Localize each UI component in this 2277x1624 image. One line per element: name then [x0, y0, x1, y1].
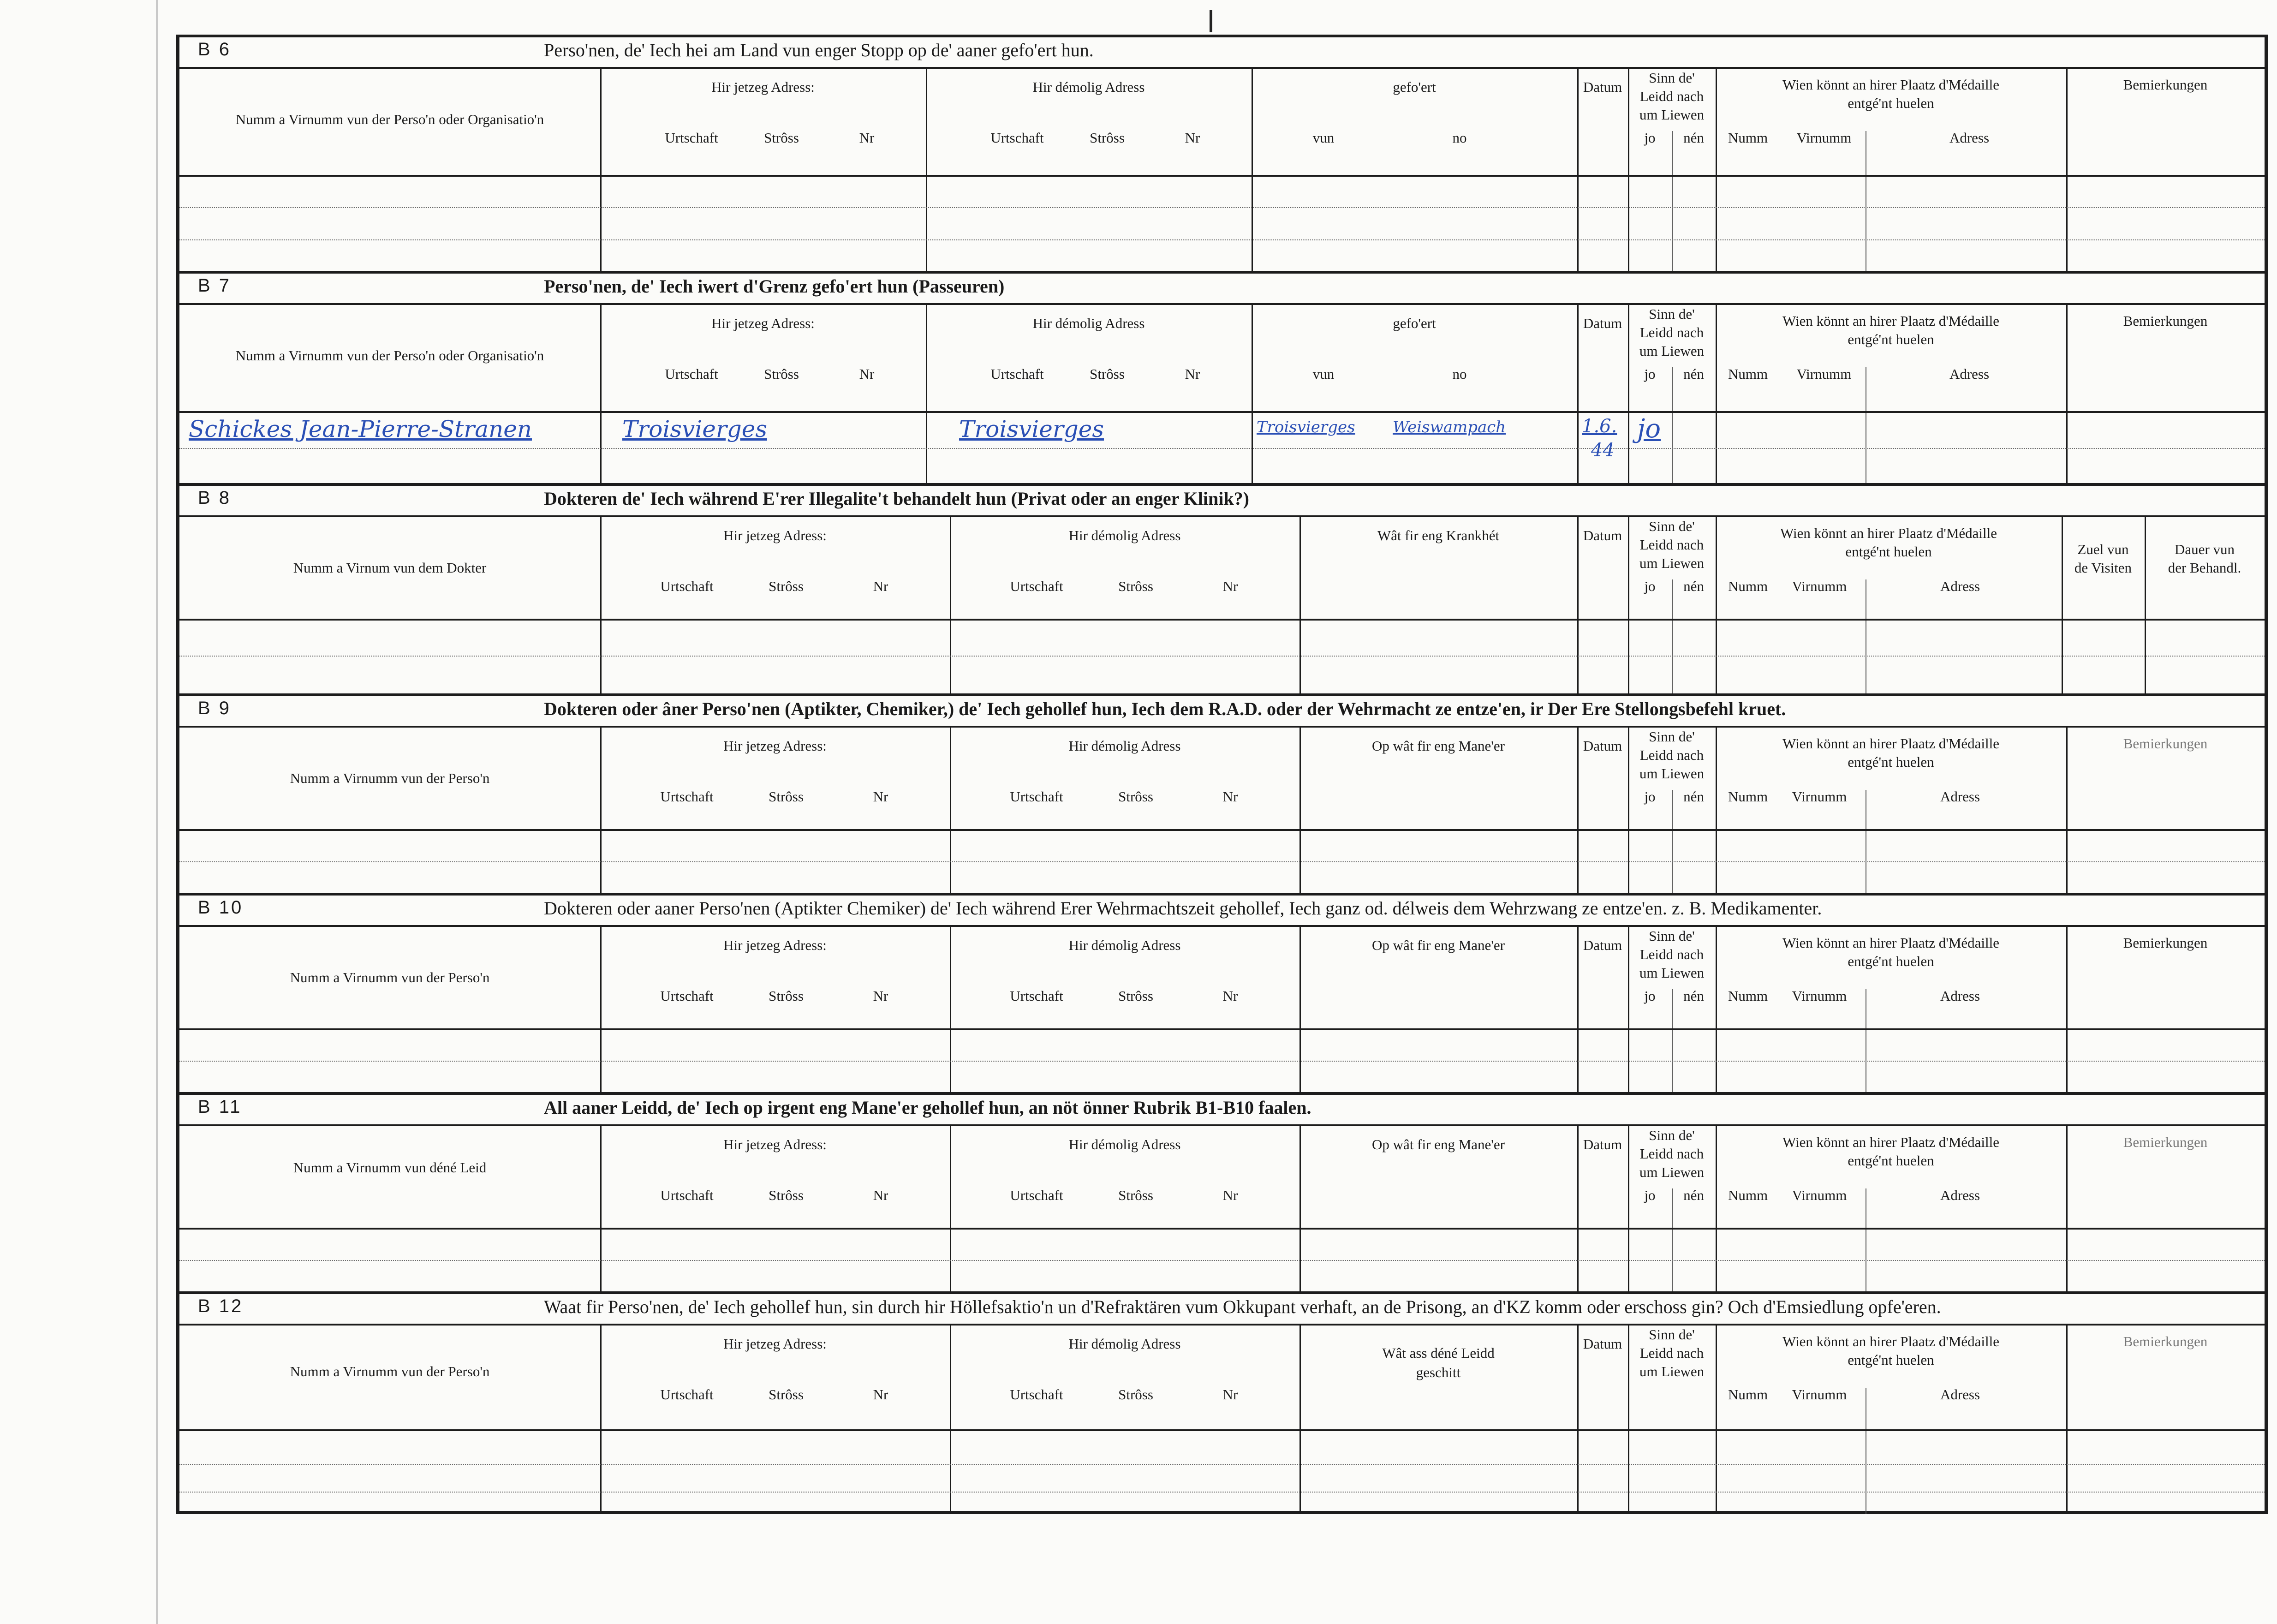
section-grid — [179, 1124, 2265, 1294]
col-header-sinn-line-3: um Liewen — [1639, 965, 1705, 981]
col-header-jo: jo — [1644, 130, 1656, 146]
handwritten-hir-demolig: Troisvierges — [959, 416, 1104, 442]
section-header — [179, 274, 2265, 303]
col-header-stross: Strôss — [764, 366, 799, 382]
col-header-no: no — [1452, 366, 1467, 382]
col-header-hir-jetzeg: Hir jetzeg Adress: — [723, 1336, 827, 1352]
col-header-dauer-line-2: der Behandl. — [2168, 560, 2241, 576]
section-grid — [179, 1324, 2265, 1514]
col-header-nr: Nr — [873, 788, 888, 805]
col-header-nr: Nr — [859, 366, 875, 382]
col-header-stross: Strôss — [1118, 1187, 1153, 1203]
col-header-nen: nén — [1683, 1187, 1704, 1203]
section-code: B 6 — [198, 39, 232, 60]
col-header-sinn-line-1: Sinn de' — [1649, 1127, 1695, 1143]
col-header-numm-short: Numm — [1728, 130, 1768, 146]
col-header-wien-line-1: Wien könnt an hirer Plaatz d'Médaille — [1782, 1333, 2000, 1349]
section-grid — [179, 67, 2265, 274]
col-header-stross: Strôss — [769, 1386, 804, 1403]
col-header-adress: Adress — [1940, 788, 1980, 805]
col-header-urtschaft: Urtschaft — [1010, 988, 1063, 1004]
col-header-datum: Datum — [1583, 1336, 1622, 1352]
section-b6 — [179, 35, 2265, 271]
col-header-wien-line-2: entgé'nt huelen — [1848, 95, 1934, 111]
col-header-vun: vun — [1312, 366, 1335, 382]
col-header-nr: Nr — [1222, 1386, 1238, 1403]
section-grid — [179, 925, 2265, 1095]
col-header-stross: Strôss — [769, 578, 804, 594]
col-header-wien-line-2: entgé'nt huelen — [1848, 1352, 1934, 1368]
col-header-bemierkungen: Bemierkungen — [2123, 1333, 2208, 1349]
col-header-wien-line-1: Wien könnt an hirer Plaatz d'Médaille — [1780, 525, 1997, 541]
col-header-hir-jetzeg: Hir jetzeg Adress: — [711, 79, 815, 95]
section-title: Dokteren oder aaner Perso'nen (Aptikter Chemiker) de' Iech während Erer Wehrmachtszeit gehollef, Iech ganz od. délweis dem Wehrzwang ze entze'en. z. B. Medikamenter. — [544, 898, 1822, 919]
col-header-sinn-line-1: Sinn de' — [1649, 306, 1695, 322]
section-header — [179, 1095, 2265, 1124]
col-header-datum: Datum — [1583, 315, 1622, 331]
col-header-adress: Adress — [1940, 1386, 1980, 1403]
col-header-nr: Nr — [873, 1386, 888, 1403]
refractaire-form — [176, 35, 2268, 1514]
section-title: Waat fir Perso'nen, de' Iech gehollef hun, sin durch hir Höllefsaktio'n un d'Refraktären vum Okkupant verhaft, an de Prisong, an d'KZ komm oder erschoss gin? Och d'Emsiedlung opfe'eren. — [544, 1296, 1941, 1317]
col-header-nr: Nr — [859, 130, 875, 146]
col-header-nr: Nr — [1222, 988, 1238, 1004]
handwritten-name: Schickes Jean-Pierre-Stranen — [189, 416, 532, 442]
col-header-stross: Strôss — [769, 1187, 804, 1203]
section-header — [179, 37, 2265, 67]
col-header-nen: nén — [1683, 366, 1704, 382]
col-header-urtschaft: Urtschaft — [1010, 1386, 1063, 1403]
col-header-sinn-line-3: um Liewen — [1639, 765, 1705, 782]
col-header-maneer: Op wât fir eng Mane'er — [1372, 937, 1505, 953]
col-header-sinn-line-1: Sinn de' — [1649, 518, 1695, 534]
col-header-numm-short: Numm — [1728, 1386, 1768, 1403]
col-header-urtschaft: Urtschaft — [660, 1386, 714, 1403]
col-header-hir-demolig: Hir démolig Adress — [1032, 315, 1145, 331]
col-header-sinn-line-1: Sinn de' — [1649, 70, 1695, 86]
col-header-krankhet: Wât fir eng Krankhét — [1377, 527, 1500, 543]
handwritten-jo: jo — [1637, 414, 1661, 444]
col-header-hir-demolig: Hir démolig Adress — [1068, 1136, 1181, 1152]
section-header — [179, 896, 2265, 925]
col-header-wien-line-2: entgé'nt huelen — [1848, 1152, 1934, 1169]
col-header-numm: Numm a Virnumm vun der Perso'n oder Organisatio'n — [235, 111, 544, 127]
col-header-virnumm: Virnumm — [1796, 130, 1852, 146]
section-header — [179, 696, 2265, 726]
section-grid — [179, 726, 2265, 896]
section-b9 — [179, 693, 2265, 893]
col-header-virnumm: Virnumm — [1792, 788, 1847, 805]
col-header-stross: Strôss — [1090, 366, 1125, 382]
section-title: All aaner Leidd, de' Iech op irgent eng Mane'er gehollef hun, an nöt önner Rubrik B1-B10 faalen. — [544, 1097, 1311, 1118]
col-header-adress: Adress — [1940, 988, 1980, 1004]
col-header-urtschaft: Urtschaft — [665, 130, 718, 146]
col-header-stross: Strôss — [764, 130, 799, 146]
col-header-zuel-line-2: de Visiten — [2074, 560, 2132, 576]
col-header-urtschaft: Urtschaft — [990, 366, 1044, 382]
col-header-urtschaft: Urtschaft — [660, 1187, 714, 1203]
col-header-nr: Nr — [873, 988, 888, 1004]
col-header-dauer-line-1: Dauer vun — [2175, 541, 2235, 557]
section-b8 — [179, 483, 2265, 693]
col-header-vun: vun — [1312, 130, 1335, 146]
col-header-numm-short: Numm — [1728, 788, 1768, 805]
col-header-numm-leid: Numm a Virnumm vun déné Leid — [293, 1159, 487, 1176]
col-header-nen: nén — [1683, 130, 1704, 146]
col-header-stross: Strôss — [1118, 578, 1153, 594]
col-header-urtschaft: Urtschaft — [1010, 788, 1063, 805]
col-header-virnumm: Virnumm — [1792, 578, 1847, 594]
col-header-maneer: Op wât fir eng Mane'er — [1372, 738, 1505, 754]
col-header-wien-line-1: Wien könnt an hirer Plaatz d'Médaille — [1782, 1134, 2000, 1150]
col-header-stross: Strôss — [1118, 788, 1153, 805]
col-header-wien-line-2: entgé'nt huelen — [1848, 754, 1934, 770]
col-header-hir-demolig: Hir démolig Adress — [1068, 527, 1181, 543]
col-header-adress: Adress — [1940, 578, 1980, 594]
section-b7 — [179, 271, 2265, 483]
col-header-numm: Numm a Virnumm vun der Perso'n — [290, 1363, 490, 1379]
col-header-urtschaft: Urtschaft — [660, 788, 714, 805]
section-title: Perso'nen, de' Iech hei am Land vun enger Stopp op de' aaner gefo'ert hun. — [544, 40, 1094, 60]
top-center-mark — [1210, 10, 1212, 32]
section-b11 — [179, 1092, 2265, 1291]
section-grid — [179, 303, 2265, 486]
col-header-adress: Adress — [1949, 366, 1990, 382]
col-header-adress: Adress — [1949, 130, 1990, 146]
col-header-hir-demolig: Hir démolig Adress — [1068, 1336, 1181, 1352]
col-header-wien-line-1: Wien könnt an hirer Plaatz d'Médaille — [1782, 735, 2000, 752]
col-header-datum: Datum — [1583, 937, 1622, 953]
col-header-sinn-line-3: um Liewen — [1639, 343, 1705, 359]
handwritten-datum-1: 1.6. — [1582, 416, 1617, 437]
col-header-jo: jo — [1644, 578, 1656, 594]
col-header-hir-jetzeg: Hir jetzeg Adress: — [723, 937, 827, 953]
col-header-hir-jetzeg: Hir jetzeg Adress: — [723, 527, 827, 543]
col-header-urtschaft: Urtschaft — [660, 578, 714, 594]
col-header-sinn-line-2: Leidd nach — [1639, 88, 1704, 104]
col-header-maneer: Op wât fir eng Mane'er — [1372, 1136, 1505, 1152]
col-header-numm: Numm a Virnumm vun der Perso'n — [290, 969, 490, 985]
col-header-no: no — [1452, 130, 1467, 146]
col-header-numm-dokter: Numm a Virnum vun dem Dokter — [293, 560, 487, 576]
col-header-jo: jo — [1644, 1187, 1656, 1203]
col-header-jo: jo — [1644, 988, 1656, 1004]
col-header-wien-line-2: entgé'nt huelen — [1848, 331, 1934, 347]
section-title: Perso'nen, de' Iech iwert d'Grenz gefo'ert hun (Passeuren) — [544, 276, 1005, 297]
col-header-wien-line-1: Wien könnt an hirer Plaatz d'Médaille — [1782, 935, 2000, 951]
col-header-hir-jetzeg: Hir jetzeg Adress: — [711, 315, 815, 331]
col-header-urtschaft: Urtschaft — [1010, 578, 1063, 594]
col-header-hir-demolig: Hir démolig Adress — [1068, 937, 1181, 953]
section-b10 — [179, 893, 2265, 1092]
col-header-stross: Strôss — [769, 988, 804, 1004]
col-header-hir-jetzeg: Hir jetzeg Adress: — [723, 1136, 827, 1152]
handwritten-no: Weiswampach — [1393, 418, 1506, 436]
section-title: Dokteren oder âner Perso'nen (Aptikter, Chemiker,) de' Iech gehollef hun, Iech dem R.A.D. oder der Wehrmacht ze entze'en, ir Der Ere Stellongsbefehl kruet. — [544, 699, 1786, 719]
col-header-stross: Strôss — [1090, 130, 1125, 146]
section-code: B 8 — [198, 488, 232, 508]
handwritten-vun: Troisvierges — [1257, 418, 1355, 436]
col-header-sinn-line-2: Leidd nach — [1639, 324, 1704, 340]
col-header-bemierkungen: Bemierkungen — [2123, 313, 2208, 329]
col-header-datum: Datum — [1583, 527, 1622, 543]
col-header-virnumm: Virnumm — [1792, 1187, 1847, 1203]
col-header-sinn-line-2: Leidd nach — [1639, 1345, 1704, 1361]
col-header-gefoert: gefo'ert — [1393, 79, 1436, 95]
col-header-datum: Datum — [1583, 79, 1622, 95]
col-header-urtschaft: Urtschaft — [660, 988, 714, 1004]
col-header-wat-geschitt-line-2: geschitt — [1416, 1364, 1461, 1380]
section-code: B 9 — [198, 698, 232, 718]
col-header-bemierkungen: Bemierkungen — [2123, 935, 2208, 951]
col-header-numm: Numm a Virnumm vun der Perso'n — [290, 770, 490, 786]
col-header-numm-short: Numm — [1728, 1187, 1768, 1203]
col-header-zuel-line-1: Zuel vun — [2077, 541, 2129, 557]
col-header-sinn-line-1: Sinn de' — [1649, 728, 1695, 745]
col-header-datum: Datum — [1583, 1136, 1622, 1152]
col-header-sinn-line-2: Leidd nach — [1639, 1146, 1704, 1162]
col-header-nr: Nr — [873, 1187, 888, 1203]
col-header-urtschaft: Urtschaft — [665, 366, 718, 382]
section-code: B 12 — [198, 1296, 244, 1316]
col-header-numm-short: Numm — [1728, 366, 1768, 382]
col-header-urtschaft: Urtschaft — [1010, 1187, 1063, 1203]
col-header-virnumm: Virnumm — [1796, 366, 1852, 382]
section-header — [179, 486, 2265, 515]
col-header-sinn-line-2: Leidd nach — [1639, 747, 1704, 763]
col-header-jo: jo — [1644, 788, 1656, 805]
col-header-numm-short: Numm — [1728, 578, 1768, 594]
section-code: B 11 — [198, 1097, 242, 1117]
col-header-stross: Strôss — [769, 788, 804, 805]
col-header-sinn-line-1: Sinn de' — [1649, 1326, 1695, 1343]
section-code: B 10 — [198, 897, 244, 918]
col-header-sinn-line-2: Leidd nach — [1639, 946, 1704, 962]
col-header-nr: Nr — [1185, 130, 1200, 146]
handwritten-hir-jetzeg: Troisvierges — [622, 416, 767, 442]
col-header-wien-line-2: entgé'nt huelen — [1848, 953, 1934, 969]
col-header-datum: Datum — [1583, 738, 1622, 754]
col-header-stross: Strôss — [1118, 988, 1153, 1004]
col-header-nen: nén — [1683, 788, 1704, 805]
col-header-nr: Nr — [873, 578, 888, 594]
col-header-nr: Nr — [1222, 578, 1238, 594]
col-header-bemierkungen: Bemierkungen — [2123, 77, 2208, 93]
col-header-sinn-line-3: um Liewen — [1639, 1164, 1705, 1180]
col-header-nr: Nr — [1222, 788, 1238, 805]
col-header-sinn-line-3: um Liewen — [1639, 1363, 1705, 1379]
col-header-sinn-line-3: um Liewen — [1639, 555, 1705, 571]
handwritten-datum-2: 44 — [1591, 440, 1615, 461]
col-header-sinn-line-3: um Liewen — [1639, 107, 1705, 123]
col-header-nr: Nr — [1185, 366, 1200, 382]
col-header-wien-line-2: entgé'nt huelen — [1845, 543, 1932, 560]
col-header-numm-short: Numm — [1728, 988, 1768, 1004]
col-header-stross: Strôss — [1118, 1386, 1153, 1403]
col-header-virnumm: Virnumm — [1792, 988, 1847, 1004]
section-code: B 7 — [198, 275, 232, 296]
section-title: Dokteren de' Iech während E'rer Illegalite't behandelt hun (Privat oder an enger Klinik?) — [544, 488, 1249, 509]
section-b12 — [179, 1291, 2265, 1511]
col-header-urtschaft: Urtschaft — [990, 130, 1044, 146]
section-grid — [179, 515, 2265, 696]
col-header-sinn-line-2: Leidd nach — [1639, 537, 1704, 553]
col-header-numm: Numm a Virnumm vun der Perso'n oder Organisatio'n — [235, 347, 544, 364]
col-header-bemierkungen: Bemierkungen — [2123, 735, 2208, 752]
section-header — [179, 1294, 2265, 1324]
col-header-nen: nén — [1683, 578, 1704, 594]
col-header-jo: jo — [1644, 366, 1656, 382]
binder-margin-line — [156, 0, 158, 1624]
col-header-hir-demolig: Hir démolig Adress — [1032, 79, 1145, 95]
col-header-wat-geschitt-line-1: Wât ass déné Leidd — [1382, 1345, 1495, 1361]
col-header-adress: Adress — [1940, 1187, 1980, 1203]
col-header-gefoert: gefo'ert — [1393, 315, 1436, 331]
col-header-virnumm: Virnumm — [1792, 1386, 1847, 1403]
col-header-hir-demolig: Hir démolig Adress — [1068, 738, 1181, 754]
col-header-sinn-line-1: Sinn de' — [1649, 928, 1695, 944]
col-header-nen: nén — [1683, 988, 1704, 1004]
col-header-wien-line-1: Wien könnt an hirer Plaatz d'Médaille — [1782, 77, 2000, 93]
col-header-hir-jetzeg: Hir jetzeg Adress: — [723, 738, 827, 754]
col-header-nr: Nr — [1222, 1187, 1238, 1203]
col-header-wien-line-1: Wien könnt an hirer Plaatz d'Médaille — [1782, 313, 2000, 329]
col-header-bemierkungen: Bemierkungen — [2123, 1134, 2208, 1150]
